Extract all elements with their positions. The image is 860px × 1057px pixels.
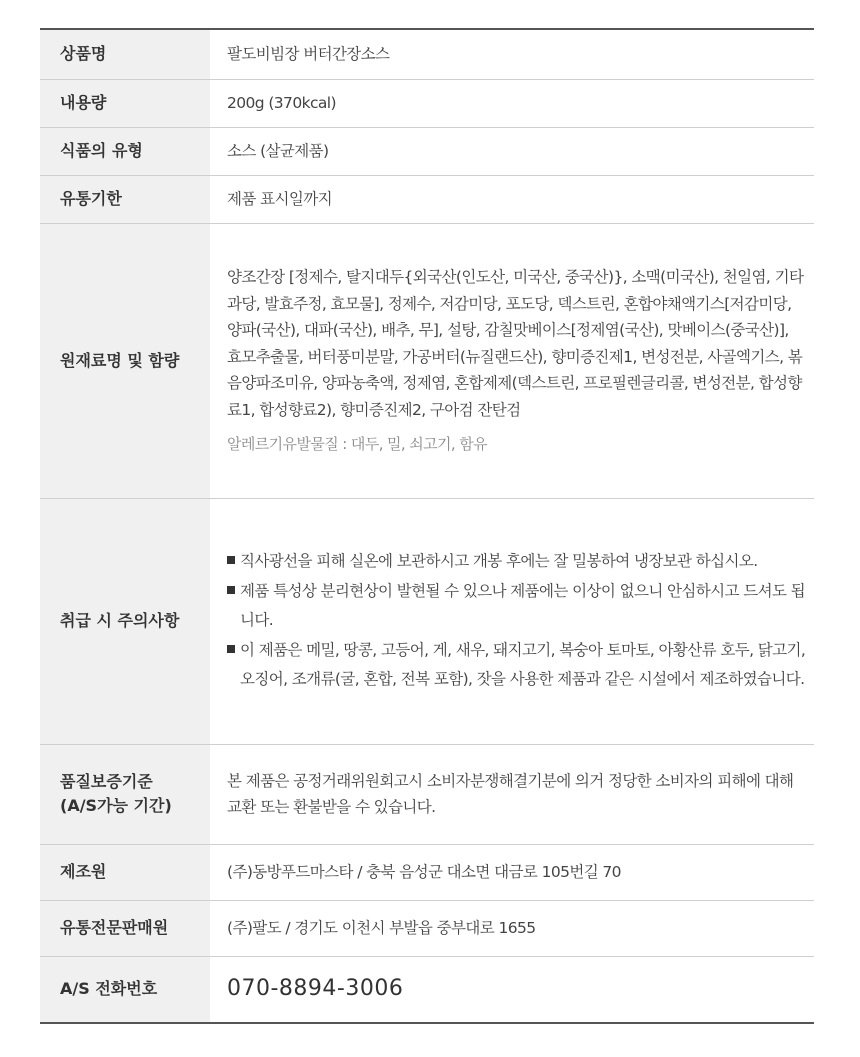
product-info-table	[40, 28, 814, 1024]
label-distributor: 유통전문판매원	[40, 900, 210, 956]
row-manufacturer	[40, 844, 814, 900]
value-manufacturer: (주)동방푸드마스타 / 충북 음성군 대소면 대금로 105번길 70	[210, 844, 814, 900]
label-quality-line2: (A/S가능 기간)	[60, 796, 172, 815]
row-expiry	[40, 175, 814, 223]
row-handling	[40, 498, 814, 744]
label-manufacturer: 제조원	[40, 844, 210, 900]
value-product-name: 팔도비빔장 버터간장소스	[210, 29, 814, 79]
label-quality-line1: 품질보증기준	[60, 772, 153, 791]
label-product-name: 상품명	[40, 29, 210, 79]
allergy-info: 알레르기유발물질 : 대두, 밀, 쇠고기, 함유	[227, 435, 488, 453]
value-food-type: 소스 (살균제품)	[210, 127, 814, 175]
value-ingredients	[210, 223, 814, 498]
row-distributor	[40, 900, 814, 956]
product-info-sheet	[40, 28, 814, 1024]
square-bullet-icon	[227, 556, 235, 564]
label-food-type: 식품의 유형	[40, 127, 210, 175]
row-as-phone	[40, 956, 814, 1023]
handling-item-text: 직사광선을 피해 실온에 보관하시고 개봉 후에는 잘 밀봉하여 냉장보관 하십시오.	[240, 552, 758, 571]
value-expiry: 제품 표시일까지	[210, 175, 814, 223]
label-expiry: 유통기한	[40, 175, 210, 223]
handling-item	[227, 577, 806, 636]
row-ingredients	[40, 223, 814, 498]
ingredients-text: 양조간장 [정제수, 탈지대두{외국산(인도산, 미국산, 중국산)}, 소맥(미국산), 천일염, 기타과당, 발효주정, 효모물], 정제수, 저감미당, 포도당, 덱스트린, 혼합야채액기스[저감미당, 양파(국산), 대파(국산), 배추, 무], 설탕, 감칠맛베이스[정제염(국산), 맛베이스(중국산)], 효모추출물, 버터풍미분말, 가공버터(뉴질랜드산), 향미증진제1, 변성전분, 사골엑기스, 볶음양파조미유, 양파농축액, 정제염, 혼합제제(덱스트린, 프로필렌글리콜, 변성전분, 합성향료1, 합성향료2), 향미증진제2, 구아검 잔탄검	[227, 268, 804, 419]
value-quality-guarantee: 본 제품은 공정거래위원회고시 소비자분쟁해결기분에 의거 정당한 소비자의 피해에 대해 교환 또는 환불받을 수 있습니다.	[210, 744, 814, 844]
as-phone-number: 070-8894-3006	[227, 975, 404, 1001]
label-quality-guarantee	[40, 744, 210, 844]
value-handling	[210, 498, 814, 744]
square-bullet-icon	[227, 645, 235, 653]
handling-item-text: 제품 특성상 분리현상이 발현될 수 있으나 제품에는 이상이 없으니 안심하시고 드셔도 됩니다.	[240, 581, 806, 630]
handling-item-text: 이 제품은 메밀, 땅콩, 고등어, 게, 새우, 돼지고기, 복숭아 토마토, 아황산류 호두, 닭고기, 오징어, 조개류(굴, 혼합, 전복 포함), 잣을 사용한 제품과 같은 시설에서 제조하였습니다.	[240, 640, 806, 689]
label-handling: 취급 시 주의사항	[40, 498, 210, 744]
row-volume	[40, 79, 814, 127]
label-as-phone: A/S 전화번호	[40, 956, 210, 1023]
square-bullet-icon	[227, 586, 235, 594]
label-ingredients: 원재료명 및 함량	[40, 223, 210, 498]
row-quality-guarantee	[40, 744, 814, 844]
row-product-name	[40, 29, 814, 79]
row-food-type	[40, 127, 814, 175]
label-volume: 내용량	[40, 79, 210, 127]
handling-item	[227, 636, 806, 695]
handling-item	[227, 547, 806, 577]
value-volume: 200g (370kcal)	[210, 79, 814, 127]
value-distributor: (주)팔도 / 경기도 이천시 부발읍 중부대로 1655	[210, 900, 814, 956]
value-as-phone	[210, 956, 814, 1023]
